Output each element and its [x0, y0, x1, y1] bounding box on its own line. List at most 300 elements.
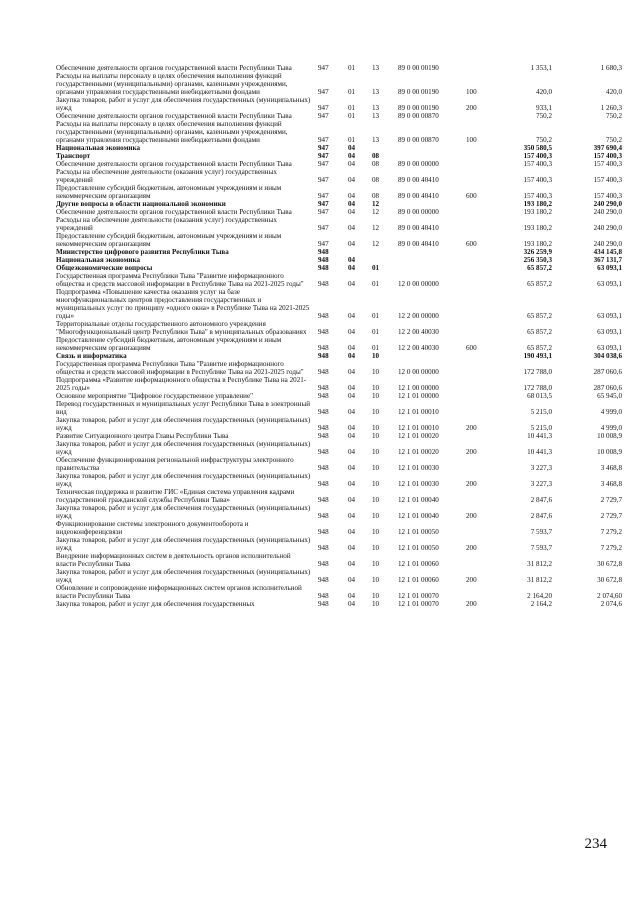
row-amount-2: 10 008,9 — [597, 448, 622, 456]
row-pr: 10 — [372, 424, 380, 432]
row-rz: 04 — [348, 424, 356, 432]
row-gr: 948 — [318, 432, 329, 440]
row-vr — [466, 392, 492, 400]
row-name: Национальная экономика — [56, 144, 141, 152]
row-amount-2: 30 672,8 — [597, 576, 622, 584]
row-amount-2: 397 690,4 — [593, 144, 622, 152]
row-csr: 12 1 01 00000 — [398, 392, 439, 400]
row-vr — [466, 112, 492, 120]
row-amount-1: 65 857,2 — [527, 312, 552, 320]
row-vr — [466, 584, 492, 600]
table-row — [56, 392, 624, 400]
row-rz: 04 — [348, 392, 356, 400]
row-name: Расходы на выплаты персоналу в целях обеспечения выполнения функций государственными (муниципальными) органами, казенными учреждениями, органами управления государственными внебюджетными фондами — [56, 120, 288, 144]
row-gr: 948 — [318, 392, 329, 400]
row-vr — [466, 144, 492, 152]
row-pr: 01 — [372, 264, 380, 272]
row-name: Предоставление субсидий бюджетным, автономным учреждениям и иным некоммерческим организациям — [56, 184, 282, 200]
row-amount-1: 5 215,0 — [530, 424, 552, 432]
row-csr: 12 0 00 00000 — [398, 368, 439, 376]
page-number: 234 — [584, 836, 607, 852]
row-name: Обеспечение деятельности органов государственной власти Республики Тыва — [56, 208, 292, 216]
table-row — [56, 336, 624, 352]
row-amount-1: 31 812,2 — [527, 576, 552, 584]
row-csr — [398, 152, 466, 160]
row-gr: 948 — [318, 576, 329, 584]
row-amount-2: 1 680,3 — [600, 64, 622, 72]
row-pr: 01 — [372, 312, 380, 320]
row-amount-1: 326 259,9 — [523, 248, 552, 256]
row-amount-1: 10 441,3 — [527, 448, 552, 456]
row-csr: 89 0 00 00000 — [398, 160, 439, 168]
row-amount-2: 7 279,2 — [600, 544, 622, 552]
row-rz: 04 — [348, 408, 356, 416]
row-rz: 04 — [348, 528, 356, 536]
row-rz: 04 — [348, 480, 356, 488]
row-name: Внедрение информационных систем в деятельность органов исполнительной власти Республики Тыва — [56, 552, 291, 568]
row-name: Закупка товаров, работ и услуг для обеспечения государственных (муниципальных) нужд — [56, 504, 311, 520]
row-pr: 10 — [372, 384, 380, 392]
row-csr: 12 1 01 00030 — [398, 480, 439, 488]
row-vr: 200 — [466, 600, 477, 608]
row-csr: 12 1 01 00060 — [398, 560, 439, 568]
row-amount-2: 157 400,3 — [593, 176, 622, 184]
row-name: Предоставление субсидий бюджетным, автономным учреждениям и иным некоммерческим организациям — [56, 232, 282, 248]
row-name: Обновление и сопровождение информационных систем органов исполнительной власти Республики Тыва — [56, 584, 302, 600]
row-rz: 04 — [348, 160, 356, 168]
row-amount-2: 287 060,6 — [593, 368, 622, 376]
row-csr — [398, 200, 466, 208]
row-csr: 89 0 00 40410 — [398, 224, 439, 232]
row-gr: 948 — [318, 328, 329, 336]
row-vr — [466, 168, 492, 184]
row-name: Предоставление субсидий бюджетным, автономным учреждениям и иным некоммерческим организациям — [56, 336, 282, 352]
row-rz: 04 — [348, 432, 356, 440]
row-name: Закупка товаров, работ и услуг для обеспечения государственных (муниципальных) нужд — [56, 568, 311, 584]
row-pr: 13 — [372, 64, 380, 72]
row-pr — [372, 144, 398, 152]
row-gr: 948 — [318, 248, 329, 256]
row-name: Закупка товаров, работ и услуг для обеспечения государственных (муниципальных) нужд — [56, 440, 311, 456]
table-row — [56, 144, 624, 152]
row-pr: 10 — [372, 600, 380, 608]
table-row — [56, 120, 624, 144]
row-amount-1: 2 164,2 — [530, 600, 552, 608]
row-rz: 04 — [348, 192, 356, 200]
row-amount-1: 172 788,0 — [523, 384, 552, 392]
row-gr: 948 — [318, 528, 329, 536]
row-vr — [466, 320, 492, 336]
row-gr: 948 — [318, 408, 329, 416]
row-amount-2: 63 093,1 — [597, 280, 622, 288]
row-gr: 947 — [318, 136, 329, 144]
row-amount-2: 3 468,8 — [600, 480, 622, 488]
row-name: Государственная программа Республики Тыва "Развитие информационного общества и средств массовой информации в Республике Тыва на 2021-2025 годы" — [56, 272, 304, 288]
row-rz: 01 — [348, 64, 356, 72]
row-csr: 89 0 00 00190 — [398, 88, 439, 96]
row-rz: 04 — [348, 256, 356, 264]
row-name: Закупка товаров, работ и услуг для обеспечения государственных (муниципальных) нужд — [56, 416, 311, 432]
row-pr: 13 — [372, 112, 380, 120]
row-pr: 10 — [372, 432, 380, 440]
row-rz: 04 — [348, 176, 356, 184]
row-amount-1: 7 593,7 — [530, 528, 552, 536]
table-row — [56, 232, 624, 248]
table-row — [56, 320, 624, 336]
row-name: Обеспечение деятельности органов государственной власти Республики Тыва — [56, 112, 292, 120]
row-gr: 948 — [318, 448, 329, 456]
row-gr: 948 — [318, 256, 329, 264]
row-name: Национальная экономика — [56, 256, 141, 264]
table-row — [56, 64, 624, 72]
row-vr — [466, 520, 492, 536]
row-gr: 948 — [318, 496, 329, 504]
row-amount-2: 4 999,0 — [600, 424, 622, 432]
row-amount-1: 65 857,2 — [527, 280, 552, 288]
row-amount-2: 2 074,60 — [597, 592, 622, 600]
row-amount-1: 31 812,2 — [527, 560, 552, 568]
row-amount-2: 3 468,8 — [600, 464, 622, 472]
table-row — [56, 184, 624, 200]
row-rz: 04 — [348, 384, 356, 392]
row-amount-1: 157 400,3 — [523, 152, 552, 160]
row-gr: 947 — [318, 144, 329, 152]
row-amount-1: 193 180,2 — [523, 240, 552, 248]
row-pr: 13 — [372, 104, 380, 112]
row-pr: 08 — [372, 192, 380, 200]
row-gr: 948 — [318, 544, 329, 552]
table-row — [56, 96, 624, 112]
row-vr: 200 — [466, 424, 477, 432]
row-rz: 04 — [348, 448, 356, 456]
row-amount-1: 68 013,5 — [527, 392, 552, 400]
row-rz: 04 — [348, 560, 356, 568]
row-csr — [398, 248, 466, 256]
row-amount-2: 240 290,0 — [593, 240, 622, 248]
table-row — [56, 520, 624, 536]
row-vr — [466, 360, 492, 376]
row-amount-2: 157 400,3 — [593, 152, 622, 160]
table-row — [56, 208, 624, 216]
row-amount-2: 63 093,1 — [597, 344, 622, 352]
row-amount-1: 157 400,3 — [523, 160, 552, 168]
table-row — [56, 440, 624, 456]
row-amount-1: 10 441,3 — [527, 432, 552, 440]
row-csr: 89 0 00 00190 — [398, 64, 439, 72]
row-vr: 100 — [466, 88, 477, 96]
table-row — [56, 264, 624, 272]
row-amount-2: 1 260,3 — [600, 104, 622, 112]
row-name: Перевод государственных и муниципальных услуг Республики Тыва в электронный вид — [56, 400, 311, 416]
row-amount-1: 2 164,20 — [527, 592, 552, 600]
row-csr: 12 1 01 00050 — [398, 544, 439, 552]
row-vr — [466, 432, 492, 440]
row-gr: 947 — [318, 88, 329, 96]
row-vr — [466, 160, 492, 168]
row-vr — [466, 456, 492, 472]
row-amount-2: 63 093,1 — [597, 264, 622, 272]
row-gr: 948 — [318, 280, 329, 288]
row-pr: 01 — [372, 280, 380, 288]
row-rz: 04 — [348, 328, 356, 336]
row-amount-1: 193 180,2 — [523, 208, 552, 216]
row-amount-2: 65 945,0 — [597, 392, 622, 400]
table-row — [56, 416, 624, 432]
row-gr: 947 — [318, 208, 329, 216]
table-row — [56, 456, 624, 472]
row-rz: 04 — [348, 368, 356, 376]
row-pr: 10 — [372, 352, 380, 360]
row-rz: 04 — [348, 352, 356, 360]
row-vr: 200 — [466, 104, 477, 112]
row-pr — [372, 256, 398, 264]
row-pr: 10 — [372, 368, 380, 376]
row-pr: 10 — [372, 392, 380, 400]
row-pr: 13 — [372, 136, 380, 144]
row-name: Развитие Ситуационного центра Главы Республики Тыва — [56, 432, 229, 440]
row-pr: 08 — [372, 176, 380, 184]
row-csr: 89 0 00 40410 — [398, 176, 439, 184]
row-gr: 947 — [318, 192, 329, 200]
table-row — [56, 272, 624, 288]
row-amount-1: 2 847,6 — [530, 512, 552, 520]
row-vr — [466, 152, 492, 160]
row-name: Закупка товаров, работ и услуг для обеспечения государственных (муниципальных) нужд — [56, 472, 311, 488]
row-vr — [466, 376, 492, 392]
row-csr: 89 0 00 40410 — [398, 192, 439, 200]
row-amount-1: 65 857,2 — [527, 264, 552, 272]
row-pr: 10 — [372, 560, 380, 568]
row-rz: 04 — [348, 224, 356, 232]
table-row — [56, 216, 624, 232]
row-vr: 200 — [466, 512, 477, 520]
row-amount-2: 2 729,7 — [600, 512, 622, 520]
budget-table — [56, 64, 624, 608]
row-rz: 04 — [348, 200, 356, 208]
row-name: Связь и информатика — [56, 352, 127, 360]
row-gr: 948 — [318, 264, 329, 272]
row-pr: 10 — [372, 528, 380, 536]
row-rz: 04 — [348, 576, 356, 584]
row-pr: 08 — [372, 160, 380, 168]
row-name: Обеспечение деятельности органов государственной власти Республики Тыва — [56, 64, 292, 72]
row-vr — [466, 288, 492, 320]
row-rz: 04 — [348, 144, 356, 152]
row-pr: 01 — [372, 328, 380, 336]
row-amount-2: 10 008,9 — [597, 432, 622, 440]
row-gr: 947 — [318, 224, 329, 232]
row-amount-2: 2 074,6 — [600, 600, 622, 608]
row-name: Закупка товаров, работ и услуг для обеспечения государственных (муниципальных) нужд — [56, 96, 311, 112]
row-gr: 948 — [318, 592, 329, 600]
row-vr — [466, 352, 492, 360]
row-gr: 947 — [318, 160, 329, 168]
row-gr: 947 — [318, 240, 329, 248]
row-amount-1: 2 847,6 — [530, 496, 552, 504]
table-row — [56, 472, 624, 488]
row-csr: 89 0 00 40410 — [398, 240, 439, 248]
row-pr: 08 — [372, 152, 380, 160]
row-gr: 948 — [318, 512, 329, 520]
row-gr: 948 — [318, 384, 329, 392]
table-row — [56, 432, 624, 440]
row-name: Закупка товаров, работ и услуг для обеспечения государственных (муниципальных) нужд — [56, 536, 311, 552]
table-row — [56, 584, 624, 600]
row-gr: 948 — [318, 368, 329, 376]
row-pr: 12 — [372, 200, 380, 208]
row-pr: 13 — [372, 88, 380, 96]
row-name: Закупка товаров, работ и услуг для обеспечения государственных — [56, 600, 255, 608]
row-name: Расходы на обеспечение деятельности (оказания услуг) государственных учреждений — [56, 216, 277, 232]
table-row — [56, 600, 624, 608]
row-csr: 12 1 01 00070 — [398, 592, 439, 600]
row-vr — [466, 216, 492, 232]
row-amount-2: 434 145,8 — [593, 248, 622, 256]
row-rz: 04 — [348, 312, 356, 320]
row-vr — [466, 200, 492, 208]
row-pr: 12 — [372, 224, 380, 232]
row-csr: 12 2 00 40030 — [398, 328, 439, 336]
row-gr: 948 — [318, 352, 329, 360]
table-row — [56, 504, 624, 520]
row-amount-1: 750,2 — [536, 112, 552, 120]
row-pr: 10 — [372, 512, 380, 520]
row-csr: 12 1 01 00040 — [398, 512, 439, 520]
row-amount-2: 420,0 — [606, 88, 622, 96]
row-name: Основное мероприятие "Цифровое государственное управление" — [56, 392, 254, 400]
row-pr: 01 — [372, 344, 380, 352]
row-name: Расходы на обеспечение деятельности (оказания услуг) государственных учреждений — [56, 168, 277, 184]
table-row — [56, 248, 624, 256]
row-csr: 12 2 00 40030 — [398, 344, 439, 352]
row-pr: 10 — [372, 480, 380, 488]
row-name: Подпрограмма «Развитие информационного общества в Республике Тыва на 2021-2025 годы» — [56, 376, 307, 392]
row-rz: 04 — [348, 592, 356, 600]
row-pr: 10 — [372, 592, 380, 600]
row-amount-1: 750,2 — [536, 136, 552, 144]
table-row — [56, 72, 624, 96]
row-csr: 12 1 01 00050 — [398, 528, 439, 536]
row-vr — [466, 488, 492, 504]
row-amount-1: 190 493,1 — [523, 352, 552, 360]
table-row — [56, 352, 624, 360]
row-rz: 04 — [348, 264, 356, 272]
row-rz: 04 — [348, 344, 356, 352]
row-csr: 12 1 01 00020 — [398, 432, 439, 440]
row-name: Территориальные отделы государственного автономного учреждения "Многофункциональный центр Республики Тыва" в муниципальных образованиях — [56, 320, 307, 336]
row-name: Техническая поддержка и развитие ГИС «Единая система управления кадрами государственной гражданской службы Республики Тыва» — [56, 488, 295, 504]
row-csr: 12 1 01 00040 — [398, 496, 439, 504]
row-name: Подпрограмма «Повышение качества оказания услуг на базе многофункциональных центров предоставления государственных и муниципальных услуг по принципу «одного окна» в Республике Тыва на 2021-2025 годы» — [56, 288, 310, 320]
row-amount-2: 63 093,1 — [597, 312, 622, 320]
row-rz: 04 — [348, 496, 356, 504]
row-gr: 948 — [318, 464, 329, 472]
row-amount-1: 256 350,3 — [523, 256, 552, 264]
row-gr: 947 — [318, 112, 329, 120]
row-csr: 12 2 00 00000 — [398, 312, 439, 320]
row-gr: 947 — [318, 104, 329, 112]
table-row — [56, 400, 624, 416]
row-amount-1: 3 227,3 — [530, 464, 552, 472]
row-vr: 200 — [466, 576, 477, 584]
row-name: Обеспечение деятельности органов государственной власти Республики Тыва — [56, 160, 292, 168]
row-vr: 100 — [466, 136, 477, 144]
table-row — [56, 152, 624, 160]
row-vr: 600 — [466, 344, 477, 352]
row-vr — [466, 208, 492, 216]
row-pr: 12 — [372, 240, 380, 248]
row-gr: 947 — [318, 176, 329, 184]
row-rz: 04 — [348, 544, 356, 552]
row-vr — [466, 264, 492, 272]
row-amount-2: 240 290,0 — [593, 200, 622, 208]
row-gr: 948 — [318, 344, 329, 352]
row-gr: 947 — [318, 64, 329, 72]
row-csr: 12 1 01 00010 — [398, 424, 439, 432]
row-csr: 89 0 00 00000 — [398, 208, 439, 216]
row-rz: 01 — [348, 88, 356, 96]
row-amount-2: 157 400,3 — [593, 192, 622, 200]
row-csr — [398, 256, 466, 264]
row-vr: 200 — [466, 448, 477, 456]
row-csr — [398, 144, 466, 152]
row-amount-1: 157 400,3 — [523, 176, 552, 184]
row-pr: 10 — [372, 496, 380, 504]
row-amount-1: 157 400,3 — [523, 192, 552, 200]
table-row — [56, 160, 624, 168]
row-rz: 01 — [348, 136, 356, 144]
row-pr: 10 — [372, 464, 380, 472]
row-vr — [466, 256, 492, 264]
row-csr: 89 0 00 00870 — [398, 112, 439, 120]
row-amount-1: 7 593,7 — [530, 544, 552, 552]
row-amount-2: 240 290,0 — [593, 224, 622, 232]
table-row — [56, 376, 624, 392]
row-pr: 12 — [372, 208, 380, 216]
row-csr: 89 0 00 00190 — [398, 104, 439, 112]
row-amount-1: 193 180,2 — [523, 200, 552, 208]
row-vr: 600 — [466, 192, 477, 200]
row-name: Общеэкономические вопросы — [56, 264, 153, 272]
row-csr: 12 1 01 00060 — [398, 576, 439, 584]
row-rz: 04 — [348, 152, 356, 160]
row-vr: 200 — [466, 480, 477, 488]
row-rz: 04 — [348, 512, 356, 520]
row-vr — [466, 248, 492, 256]
row-name: Функционирование системы электронного документооборота и видеоконференцсвязи — [56, 520, 249, 536]
row-name: Транспорт — [56, 152, 91, 160]
table-row — [56, 288, 624, 320]
row-name: Расходы на выплаты персоналу в целях обеспечения выполнения функций государственными (муниципальными) органами, казенными учреждениями, органами управления государственными внебюджетными фондами — [56, 72, 288, 96]
table-row — [56, 488, 624, 504]
row-pr: 10 — [372, 576, 380, 584]
row-rz: 04 — [348, 240, 356, 248]
row-name: Министерство цифрового развития Республики Тыва — [56, 248, 229, 256]
row-gr: 947 — [318, 152, 329, 160]
row-amount-2: 4 999,0 — [600, 408, 622, 416]
table-row — [56, 112, 624, 120]
row-vr — [466, 400, 492, 416]
row-csr: 12 1 01 00070 — [398, 600, 439, 608]
table-row — [56, 568, 624, 584]
row-amount-1: 5 215,0 — [530, 408, 552, 416]
row-amount-2: 157 400,3 — [593, 160, 622, 168]
row-amount-2: 304 038,6 — [593, 352, 622, 360]
row-amount-1: 172 788,0 — [523, 368, 552, 376]
row-amount-1: 1 353,1 — [530, 64, 552, 72]
row-amount-2: 30 672,8 — [597, 560, 622, 568]
row-amount-2: 750,2 — [606, 112, 622, 120]
